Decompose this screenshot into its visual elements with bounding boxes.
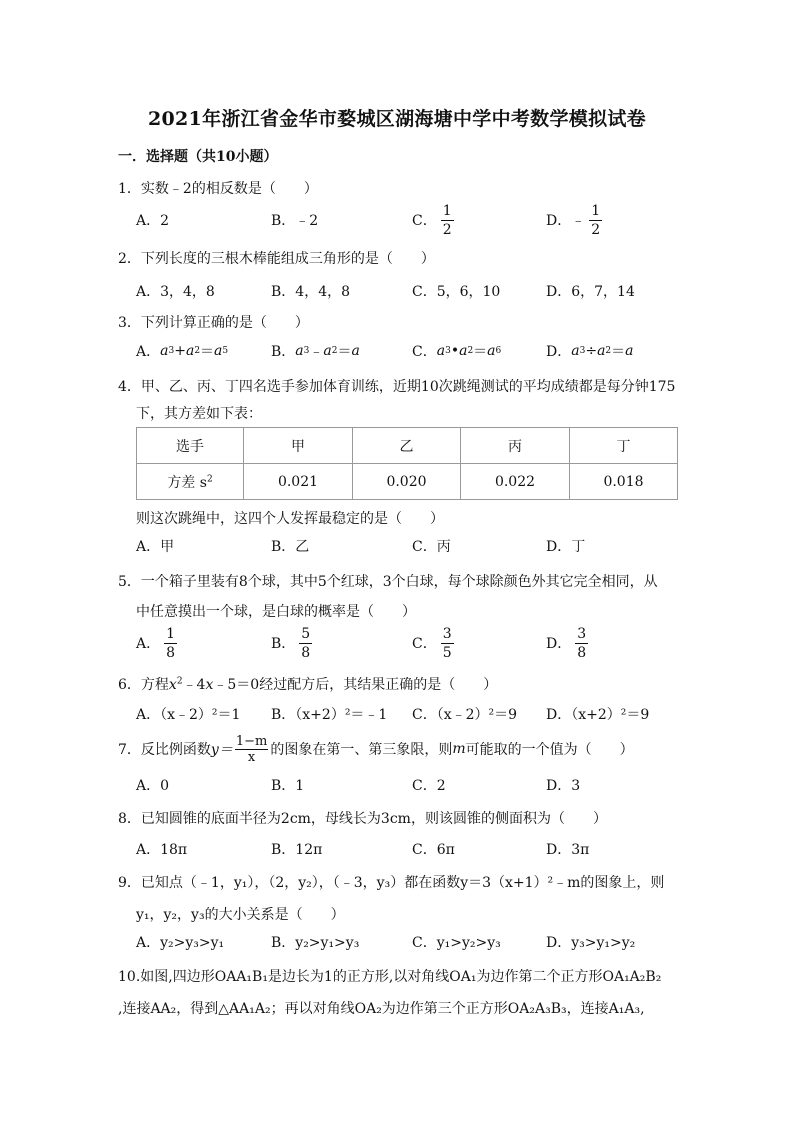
option-c: C．6π [412,842,455,858]
question-4-stem-line2: 下，其方差如下表： [136,406,262,422]
page-title: 2021年浙江省金华市婺城区湖海塘中学中考数学模拟试卷 [148,108,646,130]
table-row [137,464,678,500]
question-2-options [136,273,696,309]
fraction-numerator: 3 [442,625,452,642]
table-cell: 0.018 [570,464,678,500]
fraction-denominator: 8 [166,644,176,661]
question-10-line2: ,连接AA₂，得到△AA₁A₂；再以对角线OA₂为边作第三个正方形OA₂A₃B₃，连接A₁A₃, [118,1001,645,1017]
fraction-numerator: 1 [166,625,176,642]
option-c-label: C． [412,213,437,229]
question-7-stem [118,732,634,766]
option-a [136,202,169,238]
option-b: B．12π [271,842,323,858]
question-1-options [136,202,696,238]
option-d: D．y₃>y₁>y₂ [546,935,636,951]
fraction-denominator: 5 [442,644,452,661]
table-cell: 0.020 [353,464,461,500]
fraction-denominator: 2 [442,221,452,238]
option-d: D．3π [546,842,590,858]
fraction-numerator: 1−m [235,733,268,749]
option-a-label: A． [136,636,161,652]
stem-prefix: 7．反比例函数 [118,742,211,758]
question-8-stem: 8．已知圆锥的底面半径为2cm，母线长为3cm，则该圆锥的侧面积为（ ） [118,811,607,827]
option-d: D．丁 [546,539,586,555]
stem-suffix: 经过配方后，其结果正确的是（ ） [259,677,498,693]
fraction-denominator: 8 [301,644,311,661]
fraction-numerator: 1 [591,202,601,219]
option-d-label: D． [546,344,572,360]
option-b: B．1 [271,778,305,794]
option-a: A．（x﹣2）²＝1 [136,707,241,723]
question-6-stem: 6．方程$x^2﹣4x﹣5=0$经过配方后，其结果正确的是（ ） [118,676,498,693]
question-10-line1: 10.如图,四边形OAA₁B₁是边长为1的正方形,以对角线OA₁为边作第二个正方形OA₁A₂B₂ [118,969,662,985]
fraction [441,627,454,660]
question-2-stem: 2．下列长度的三根木棒能组成三角形的是（ ） [118,251,435,267]
option-a: A． a 3 + a 2 ＝ a 5 [136,343,229,360]
question-3-stem: 3．下列计算正确的是（ ） [118,315,309,331]
option-d: D．（x+2）²＝9 [546,707,650,723]
stem-prefix: 6．方程 [118,677,169,693]
function-lhs: y＝ [210,742,233,758]
fraction-numerator: 5 [301,625,311,642]
question-4-followup: 则这次跳绳中，这四个人发挥最稳定的是（ ） [136,511,444,527]
option-b-label: B． [271,636,296,652]
question-5-stem-line2: 中任意摸出一个球，是白球的概率是（ ） [136,604,416,620]
fraction [164,627,177,660]
fraction-numerator: 1 [442,202,452,219]
option-a [136,625,177,661]
option-c: C．y₁>y₂>y₃ [412,935,501,951]
fraction [441,204,454,237]
option-a: A．18π [136,842,188,858]
section-heading: 一．选择题（共10小题） [118,149,278,165]
option-d [546,625,588,661]
stem-suffix: 可能取的一个值为（ ） [465,742,634,758]
option-d: D． a 3 ÷ a 2 ＝ a [546,343,634,360]
option-b: B．乙 [271,539,310,555]
question-5-stem-line1: 5．一个箱子里装有8个球，其中5个红球，3个白球，每个球除颜色外其它完全相同，从 [118,574,658,590]
table-cell: 0.022 [461,464,570,500]
question-4-options [136,528,696,564]
table-header-cell: 选手 [137,428,244,464]
question-7-options [136,767,696,803]
table-header-cell: 丁 [570,428,678,464]
option-d: D．3 [546,778,581,794]
option-c: C．5，6，10 [412,284,501,300]
function-fraction [235,735,269,764]
option-b [271,202,318,238]
table-header-cell: 乙 [353,428,461,464]
row-label-text: 方差 s [167,474,207,491]
option-b [271,625,312,661]
option-b: B．4，4，8 [271,284,351,300]
table-row-label [137,464,244,500]
option-b: B．y₂>y₁>y₃ [271,935,360,951]
question-9-stem-line2: y₁，y₂，y₃的大小关系是（ ） [136,907,345,923]
option-a-text: A．2 [136,213,170,229]
option-b: B． a 3 ﹣ a 2 ＝ a [271,343,360,360]
table-header-row [137,428,678,464]
option-b: B．（x+2）²＝﹣1 [271,707,388,723]
fraction-numerator: 3 [577,625,587,642]
table-header-cell: 丙 [461,428,570,464]
option-c: C．（x﹣2）²＝9 [412,707,518,723]
fraction-denominator: 2 [591,221,601,238]
question-8-options [136,831,696,867]
question-9-stem-line1: 9．已知点（﹣1，y₁），（2，y₂），（﹣3，y₃）都在函数y＝3（x+1）²﹣m的图象上，则 [118,875,665,891]
fraction [575,627,588,660]
option-a: A．0 [136,778,170,794]
question-9-options [136,924,696,960]
question-6-options [136,696,696,732]
option-a: A．3，4，8 [136,284,215,300]
option-d-label: D． [546,636,572,652]
option-c-label: C． [412,344,437,360]
question-4-stem-line1: 4．甲、乙、丙、丁四名选手参加体育训练，近期10次跳绳测试的平均成绩都是每分钟175 [118,379,676,395]
variable: m [452,741,466,757]
option-c-label: C． [412,636,437,652]
fraction-denominator: x [247,749,256,765]
fraction [589,204,602,237]
option-a-label: A． [136,344,161,360]
option-c [412,202,454,238]
option-d [546,202,602,238]
question-3-options [136,333,696,369]
option-a: A．y₂>y₃>y₁ [136,935,225,951]
option-c: C． a 3 • a 2 ＝ a 6 [412,343,502,360]
option-c: C．2 [412,778,446,794]
table-header-cell: 甲 [244,428,353,464]
variance-table [136,427,678,500]
fraction-denominator: 8 [577,644,587,661]
question-1-stem: 1．实数﹣2的相反数是（ ） [118,181,318,197]
option-a: A．甲 [136,539,175,555]
stem-middle: 的图象在第一、第三象限，则 [270,742,453,758]
fraction [299,627,312,660]
option-d-label: D．﹣ [546,213,586,229]
question-5-options [136,625,696,661]
option-b-label: B． [271,344,296,360]
option-d: D．6，7，14 [546,284,635,300]
table-cell: 0.021 [244,464,353,500]
option-c: C．丙 [412,539,451,555]
option-b-text: B．﹣2 [271,213,319,229]
option-c [412,625,454,661]
row-label-superscript: 2 [206,473,213,484]
